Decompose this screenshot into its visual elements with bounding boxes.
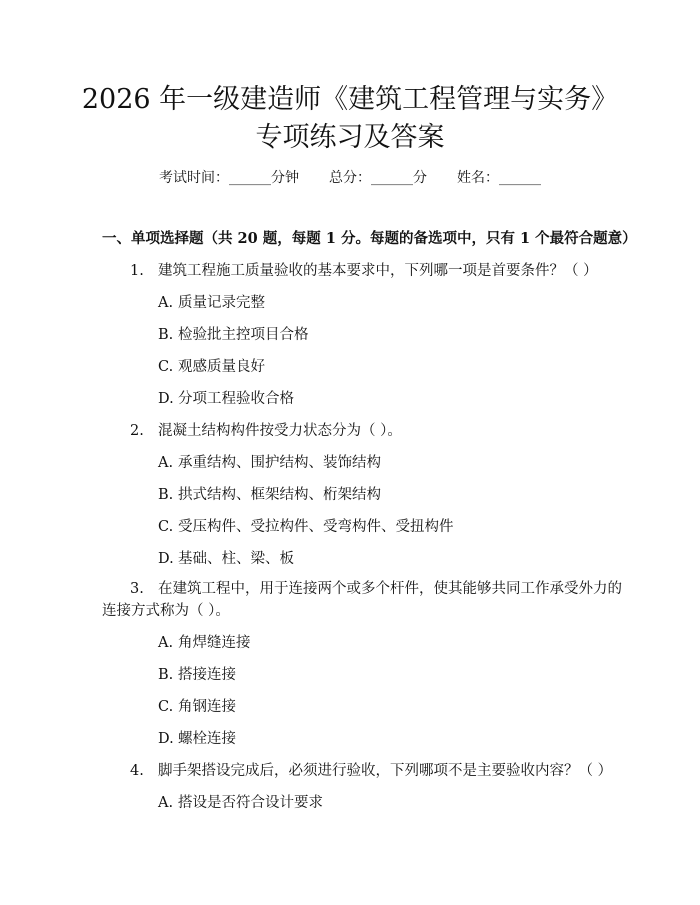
option-letter: D.	[158, 551, 174, 567]
question-text-line2: 连接方式称为（ ）。	[102, 603, 230, 619]
exam-meta	[0, 168, 700, 188]
exam-name: 姓名：______	[457, 170, 541, 186]
option-text: 搭设是否符合设计要求	[178, 795, 323, 811]
option-text: 检验批主控项目合格	[178, 327, 309, 343]
question-1	[130, 260, 598, 282]
question-number: 2.	[130, 423, 144, 439]
question-number: 1.	[130, 263, 144, 279]
option-letter: B.	[158, 667, 174, 683]
option-letter: C.	[158, 359, 174, 375]
option-letter: D.	[158, 731, 174, 747]
option-text: 基础、柱、梁、板	[178, 551, 294, 567]
question-number: 4.	[130, 763, 144, 779]
option	[158, 632, 251, 654]
option-letter: D.	[158, 391, 174, 407]
option	[158, 696, 236, 718]
exam-score: 总分：______分	[329, 170, 427, 186]
option-letter: A.	[158, 295, 174, 311]
option-letter: B.	[158, 327, 174, 343]
option-letter: C.	[158, 699, 174, 715]
question-text: 混凝土结构构件按受力状态分为（ ）。	[158, 423, 402, 439]
option-letter: A.	[158, 795, 174, 811]
option-letter: B.	[158, 487, 174, 503]
option	[158, 324, 309, 346]
option	[158, 516, 454, 538]
option-text: 分项工程验收合格	[178, 391, 294, 407]
option	[158, 792, 323, 814]
option-letter: C.	[158, 519, 174, 535]
option	[158, 548, 294, 570]
option	[158, 356, 265, 378]
option	[158, 728, 236, 750]
option	[158, 388, 294, 410]
option-text: 螺栓连接	[178, 731, 236, 747]
option-letter: A.	[158, 455, 174, 471]
option-text: 角钢连接	[178, 699, 236, 715]
section-heading: 一、单项选择题（共 20 题，每题 1 分。每题的备选项中，只有 1 个最符合题意）	[102, 230, 637, 247]
option-text: 角焊缝连接	[178, 635, 251, 651]
option-text: 质量记录完整	[178, 295, 265, 311]
option-text: 拱式结构、框架结构、桁架结构	[178, 487, 381, 503]
question-2	[130, 420, 402, 442]
option-text: 承重结构、围护结构、装饰结构	[178, 455, 381, 471]
document-title-line1: 2026 年一级建造师《建筑工程管理与实务》	[81, 84, 619, 115]
question-3-continued	[102, 600, 230, 622]
option	[158, 664, 236, 686]
option-text: 观感质量良好	[178, 359, 265, 375]
question-number: 3.	[130, 581, 144, 597]
option	[158, 484, 381, 506]
question-4	[130, 760, 612, 782]
option-text: 受压构件、受拉构件、受弯构件、受扭构件	[178, 519, 454, 535]
option-text: 搭接连接	[178, 667, 236, 683]
question-text: 建筑工程施工质量验收的基本要求中，下列哪一项是首要条件？（ ）	[158, 263, 598, 279]
question-3	[130, 578, 622, 600]
document-title-line2: 专项练习及答案	[255, 122, 445, 153]
option	[158, 452, 381, 474]
question-text-line1: 在建筑工程中，用于连接两个或多个杆件，使其能够共同工作承受外力的	[158, 581, 622, 597]
exam-time: 考试时间：______分钟	[159, 170, 299, 186]
option-letter: A.	[158, 635, 174, 651]
option	[158, 292, 265, 314]
question-text: 脚手架搭设完成后，必须进行验收，下列哪项不是主要验收内容？（ ）	[158, 763, 613, 779]
